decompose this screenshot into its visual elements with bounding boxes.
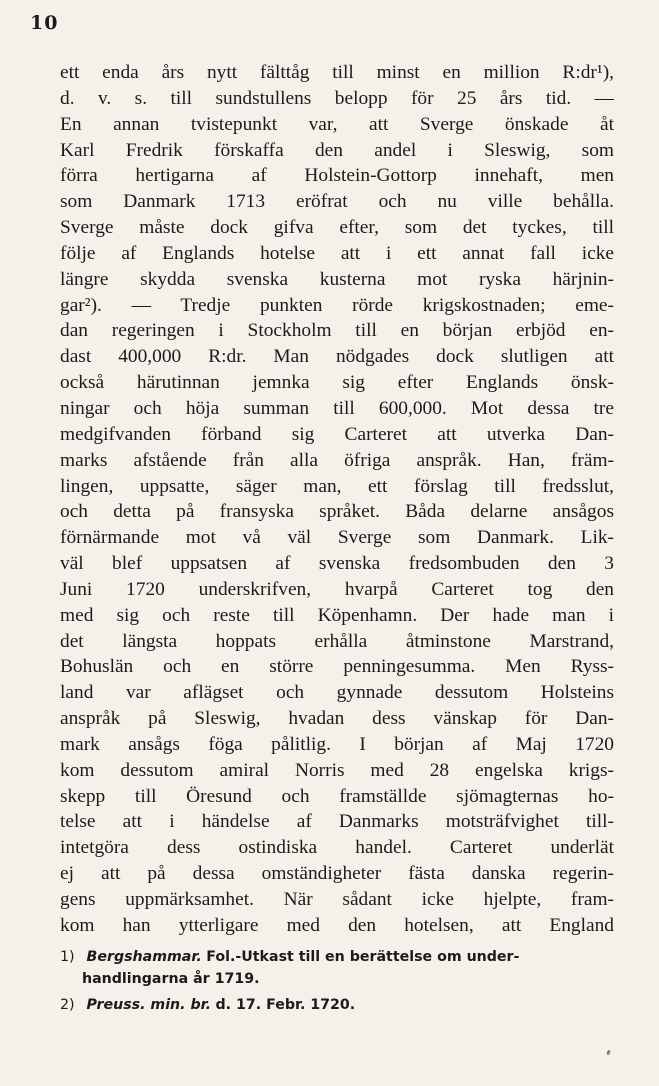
footnote-source: Bergshammar. <box>86 949 202 965</box>
text-line: kom han ytterligare med den hotelsen, att England <box>60 914 614 936</box>
text-line: det längsta hoppats erhålla åtminstone Marstrand, <box>60 630 614 652</box>
text-line: ningar och höja summan till 600,000. Mot dessa tre <box>60 397 614 419</box>
page-number: 10 <box>30 12 59 34</box>
text-line: anspråk på Sleswig, hvadan dess vänskap för Dan- <box>60 708 614 730</box>
footnotes <box>60 946 614 1016</box>
text-line: Juni 1720 underskrifven, hvarpå Carteret tog den <box>60 578 614 600</box>
text-line: marks afstående från alla öfriga anspråk. Han, främ- <box>60 449 614 471</box>
text-line: Karl Fredrik förskaffa den andel i Sleswig, som <box>60 139 614 161</box>
footnote-marker: 1) <box>60 949 75 965</box>
footnote-marker: 2) <box>60 997 75 1013</box>
text-line: telse att i händelse af Danmarks motsträfvighet till- <box>60 811 614 833</box>
footnote-text: Fol.-Utkast till en berättelse om under- <box>206 949 520 965</box>
footnote-2 <box>60 994 614 1016</box>
footnote-text: d. 17. Febr. 1720. <box>215 997 356 1013</box>
text-line: Bohuslän och en större penningesumma. Men Ryss- <box>60 656 614 678</box>
ink-speck <box>606 1050 611 1056</box>
text-line: En annan tvistepunkt var, att Sverge önskade åt <box>60 113 614 135</box>
text-line: väl blef uppsatsen af svenska fredsombuden den 3 <box>60 553 614 575</box>
text-line: lingen, uppsatte, säger man, ett förslag till fredsslut, <box>60 475 614 497</box>
text-line: land var aflägset och gynnade dessutom Holsteins <box>60 682 614 704</box>
text-line: dast 400,000 R:dr. Man nödgades dock slutligen att <box>60 346 614 368</box>
text-line: intetgöra dess ostindiska handel. Carteret underlät <box>60 837 614 859</box>
text-line: med sig och reste till Köpenhamn. Der hade man i <box>60 604 614 626</box>
text-line: förnärmande mot vå väl Sverge som Danmark. Lik- <box>60 527 614 549</box>
body-text <box>60 60 614 939</box>
text-line: följe af Englands hotelse att i ett annat fall icke <box>60 242 614 264</box>
text-line: gar²). — Tredje punkten rörde krigskostnaden; eme- <box>60 294 614 316</box>
text-line: skepp till Öresund och framställde sjömagternas ho- <box>60 785 614 807</box>
text-line: förra hertigarna af Holstein-Gottorp innehaft, men <box>60 165 614 187</box>
text-line: Sverge måste dock gifva efter, som det tyckes, till <box>60 217 614 239</box>
text-line: ej att på dessa omständigheter fästa danska regerin- <box>60 863 614 885</box>
text-line: ett enda års nytt fälttåg till minst en million R:dr¹), <box>60 62 614 83</box>
text-line: dan regeringen i Stockholm till en början erbjöd en- <box>60 320 614 342</box>
text-line: d. v. s. till sundstullens belopp för 25 års tid. — <box>60 87 614 109</box>
text-line: kom dessutom amiral Norris med 28 engelska krigs- <box>60 759 614 781</box>
footnote-source: Preuss. min. br. <box>86 997 212 1013</box>
text-line: mark ansågs föga pålitlig. I början af Maj 1720 <box>60 733 614 755</box>
footnote-1 <box>60 946 614 968</box>
footnote-text: handlingarna år 1719. <box>82 971 260 987</box>
text-line: gens uppmärksamhet. När sådant icke hjelpte, fram- <box>60 889 614 910</box>
text-line: och detta på fransyska språket. Båda delarne ansågos <box>60 501 614 523</box>
text-line: medgifvanden förband sig Carteret att utverka Dan- <box>60 423 614 445</box>
text-line: längre skydda svenska kusterna mot ryska härjnin- <box>60 268 614 290</box>
text-line: som Danmark 1713 eröfrat och nu ville behålla. <box>60 191 614 213</box>
footnote-1-continuation <box>60 968 614 990</box>
text-line: också härutinnan jemnka sig efter Englands önsk- <box>60 372 614 394</box>
